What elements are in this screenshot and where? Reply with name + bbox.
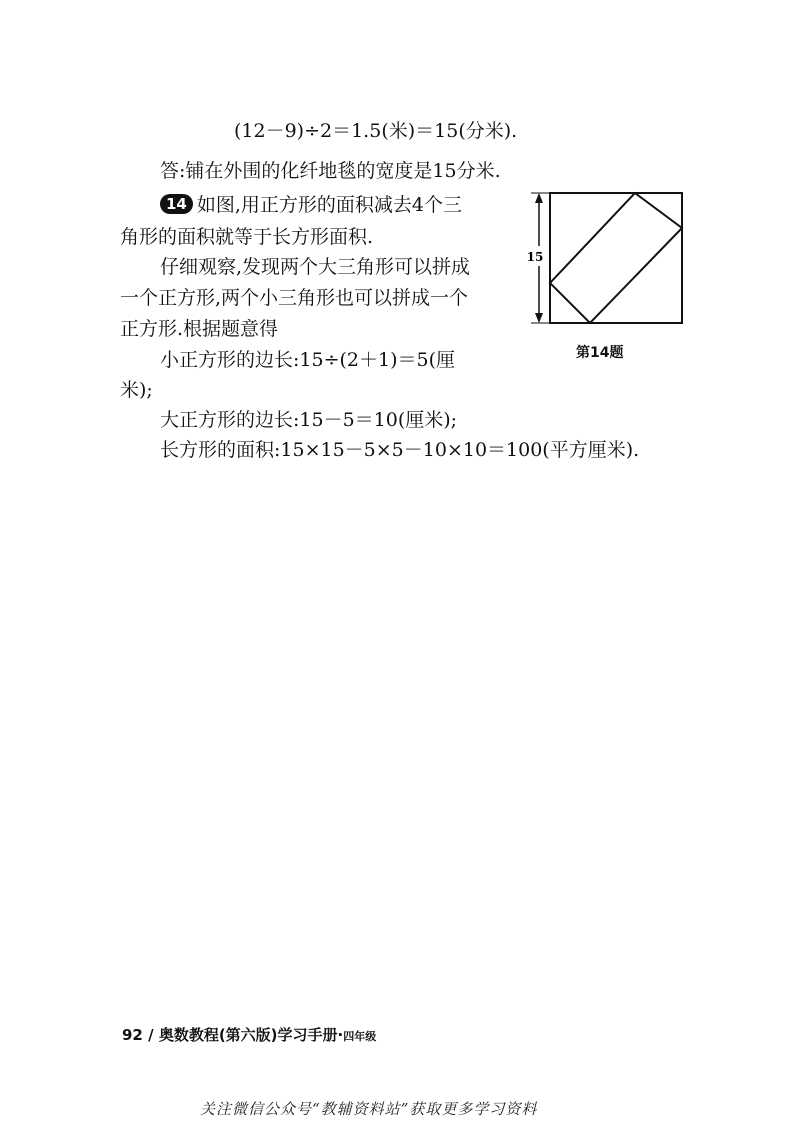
calc-width-line: (12－9)÷2＝1.5(米)＝15(分米). [234, 120, 518, 142]
arrow-up-icon [535, 193, 543, 203]
small-square-line1: 小正方形的边长:15÷(2＋1)＝5(厘 [160, 349, 456, 371]
big-square-line: 大正方形的边长:15－5＝10(厘米); [160, 409, 458, 431]
page-footer [122, 1024, 376, 1045]
page-number: 92 [122, 1026, 143, 1044]
p14-line3: 仔细观察,发现两个大三角形可以拼成 [160, 256, 471, 278]
p14-line4: 一个正方形,两个小三角形也可以拼成一个 [120, 287, 469, 309]
grade-label: 四年级 [343, 1030, 377, 1043]
side-length-label: 15 [526, 250, 544, 264]
p14-line1: 如图,用正方形的面积减去4个三 [196, 194, 463, 216]
rectangle-area-line: 长方形的面积:15×15－5×5－10×10＝100(平方厘米). [160, 439, 640, 461]
problem-number-badge: 14 [160, 194, 193, 214]
problem-14-first-line [160, 192, 462, 218]
watermark-text: 关注微信公众号“教辅资料站”获取更多学习资料 [200, 1100, 538, 1118]
footer-separator: / [148, 1026, 154, 1044]
figure-caption: 第14题 [576, 345, 624, 361]
small-square-line2: 米); [120, 379, 153, 401]
answer-13-line: 答:铺在外围的化纤地毯的宽度是15分米. [160, 160, 501, 182]
problem-14-figure [525, 188, 687, 328]
p14-line2: 角形的面积就等于长方形面积. [120, 226, 374, 248]
footer-dot: · [337, 1026, 344, 1044]
book-title: 奥数教程(第六版)学习手册 [158, 1026, 338, 1044]
arrow-down-icon [535, 313, 543, 323]
inner-rectangle [550, 193, 682, 323]
p14-line5: 正方形.根据题意得 [120, 318, 279, 340]
